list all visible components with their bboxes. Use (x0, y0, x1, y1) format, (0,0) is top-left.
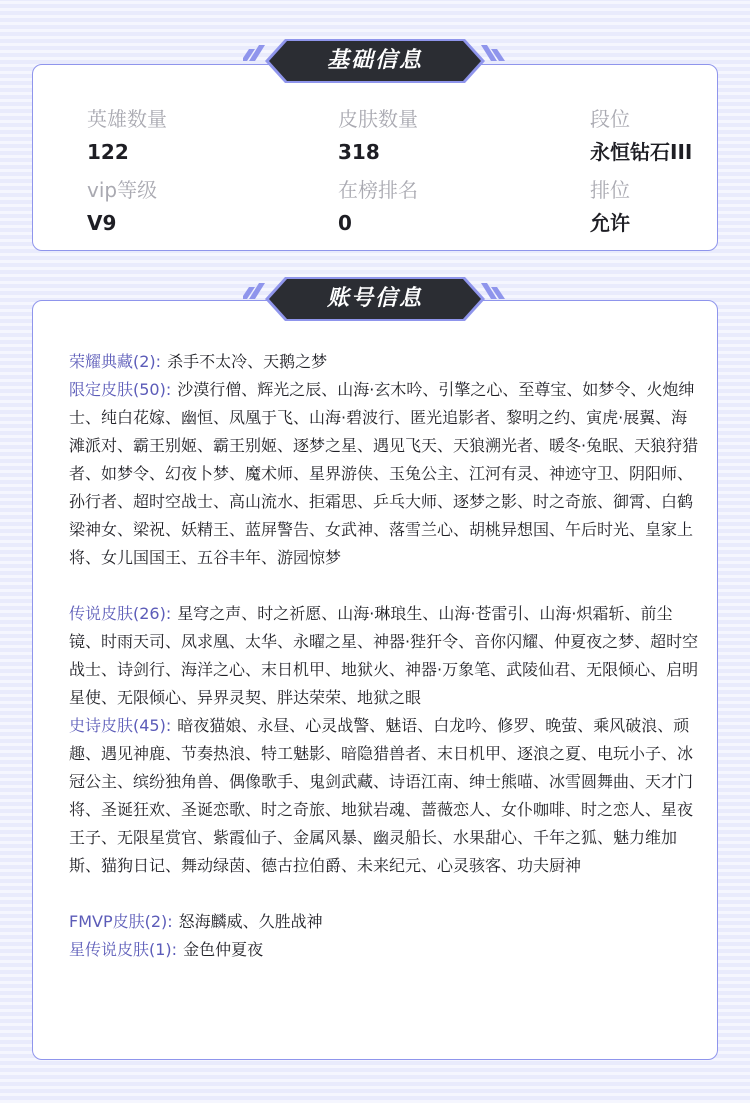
stat-label: 段位 (590, 107, 630, 131)
section-label: 史诗皮肤(45): (69, 716, 172, 735)
stat-skin-count (338, 105, 558, 167)
stat-value: V9 (87, 211, 117, 235)
stat-label: 在榜排名 (338, 178, 418, 202)
stat-value: 0 (338, 211, 352, 235)
account-info-banner (243, 275, 507, 323)
section-items: 金色仲夏夜 (183, 940, 264, 959)
basic-info-card (32, 64, 718, 251)
stat-label: 皮肤数量 (338, 107, 418, 131)
stat-value: 318 (338, 140, 380, 164)
section-honor-collection (69, 348, 699, 376)
section-items: 沙漠行僧、辉光之辰、山海·玄木吟、引擎之心、至尊宝、如梦令、火炮绅士、纯白花嫁、幽恒、凤凰于飞、山海·碧波行、匿光追影者、黎明之约、寅虎·展翼、海滩派对、霸王别姬、霸王别姬、逐梦之星、遇见飞天、天狼溯光者、暖冬·兔眠、天狼狩猎者、如梦令、幻夜卜梦、魔术师、星界游侠、玉兔公主、江河有灵、神迹守卫、阴阳师、孙行者、超时空战士、高山流水、拒霜思、乒乓大师、逐梦之影、时之奇旅、御霄、白鹤梁神女、梁祝、妖精王、蓝屏警告、女武神、落雪兰心、胡桃异想国、午后时光、皇家上将、女儿国国王、五谷丰年、游园惊梦 (69, 380, 699, 567)
section-limited-skins (69, 376, 699, 572)
section-label: 星传说皮肤(1): (69, 940, 178, 959)
section-label: 限定皮肤(50): (69, 380, 172, 399)
stat-leaderboard-rank (338, 176, 558, 238)
stat-label: 排位 (590, 178, 630, 202)
stat-value: 永恒钻石III (590, 140, 693, 164)
stat-rank-tier (590, 105, 750, 167)
stat-label: vip等级 (87, 178, 158, 202)
account-info-card (32, 300, 718, 1060)
stat-ranked-allowed (590, 176, 750, 238)
skin-sections (69, 348, 699, 964)
section-items: 星穹之声、时之祈愿、山海·琳琅生、山海·苍雷引、山海·炽霜斩、前尘镜、时雨天司、凤求凰、太华、永曜之星、神器·狴犴令、音你闪耀、仲夏夜之梦、超时空战士、诗剑行、海洋之心、末日机甲、地狱火、神器·万象笔、武陵仙君、无限倾心、启明星使、无限倾心、异界灵契、胖达荣荣、地狱之眼 (69, 604, 699, 707)
section-label: 荣耀典藏(2): (69, 352, 162, 371)
basic-info-title: 基础信息 (326, 48, 423, 73)
stat-vip-level (87, 176, 307, 238)
section-legendary-skins (69, 600, 699, 712)
section-fmvp-skins (69, 908, 699, 936)
stat-value: 允许 (590, 211, 630, 235)
section-items: 怒海麟威、久胜战神 (178, 912, 323, 931)
section-items: 暗夜猫娘、永昼、心灵战警、魅语、白龙吟、修罗、晚萤、乘风破浪、顽趣、遇见神鹿、节奏热浪、特工魅影、暗隐猎兽者、末日机甲、逐浪之夏、电玩小子、冰冠公主、缤纷独角兽、偶像歌手、鬼剑武藏、诗语江南、绅士熊喵、冰雪圆舞曲、天才门将、圣诞狂欢、圣诞恋歌、时之奇旅、地狱岩魂、蔷薇恋人、女仆咖啡、时之恋人、星夜王子、无限星赏官、紫霞仙子、金属风暴、幽灵船长、水果甜心、千年之狐、魅力维加斯、猫狗日记、舞动绿茵、德古拉伯爵、未来纪元、心灵骇客、功夫厨神 (69, 716, 694, 875)
basic-info-banner (243, 37, 507, 85)
section-label: 传说皮肤(26): (69, 604, 172, 623)
section-gap (69, 880, 699, 908)
stat-hero-count (87, 105, 307, 167)
section-epic-skins (69, 712, 699, 880)
section-star-legendary-skins (69, 936, 699, 964)
section-items: 杀手不太冷、天鹅之梦 (167, 352, 328, 371)
section-gap (69, 572, 699, 600)
account-info-title: 账号信息 (326, 286, 423, 311)
stat-label: 英雄数量 (87, 107, 167, 131)
section-label: FMVP皮肤(2): (69, 912, 173, 931)
stat-value: 122 (87, 140, 129, 164)
